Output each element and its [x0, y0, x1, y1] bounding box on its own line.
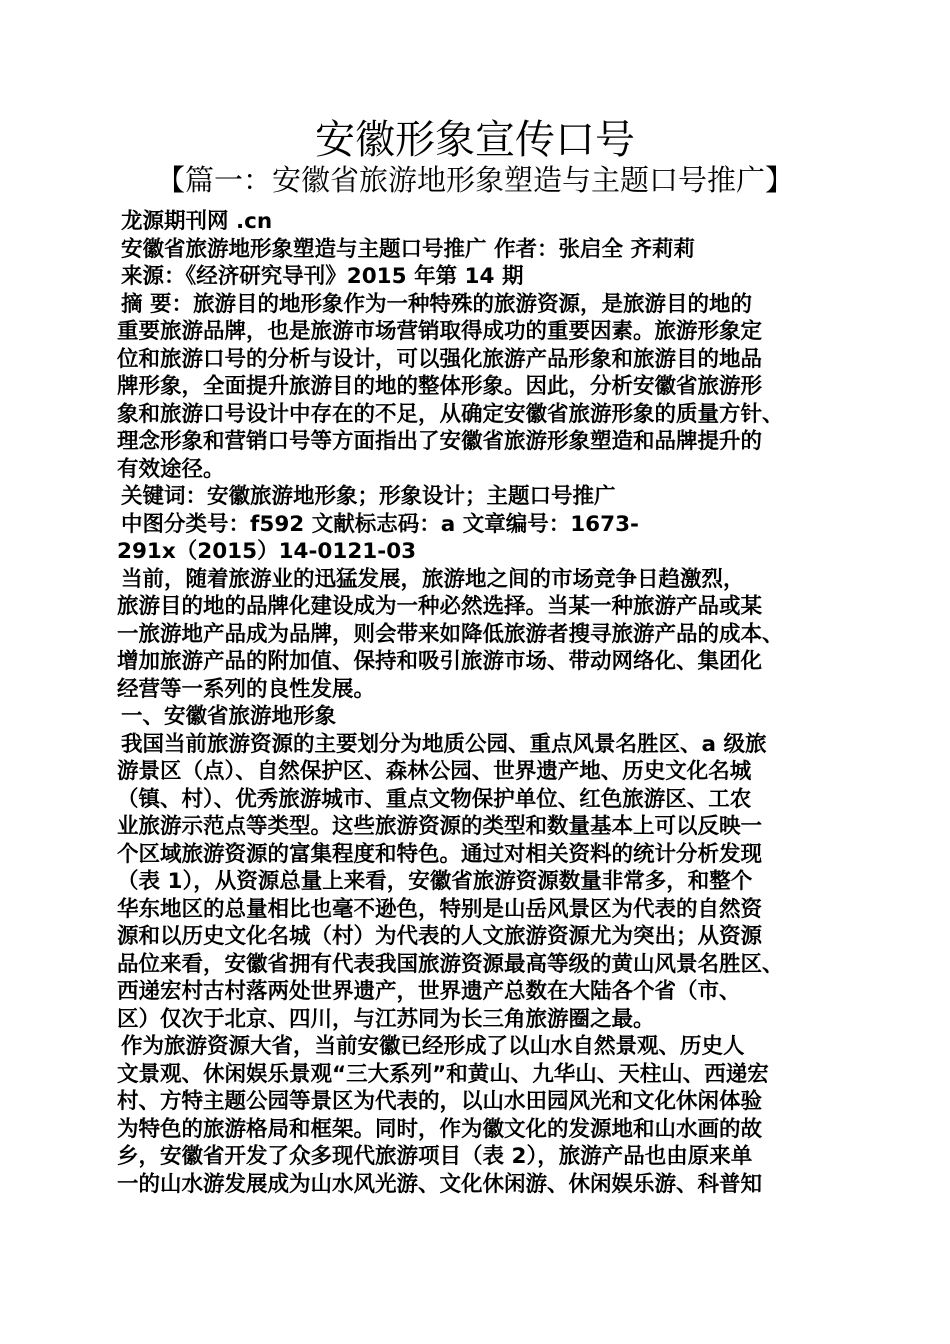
- text-line: 作为旅游资源大省，当前安徽已经形成了以山水自然景观、历史人: [121, 1034, 745, 1059]
- text-line: 个区域旅游资源的富集程度和特色。通过对相关资料的统计分析发现: [117, 841, 763, 867]
- text-line: 源和以历史文化名城（村）为代表的人文旅游资源尤为突出；从资源: [117, 924, 763, 949]
- text-line: 中图分类号：f592 文献标志码：a 文章编号：1673-: [121, 511, 639, 537]
- text-line: 为特色的旅游格局和框架。同时，作为徽文化的发源地和山水画的故: [117, 1116, 763, 1142]
- text-line: 游景区（点）、自然保护区、森林公园、世界遗产地、历史文化名城: [117, 759, 752, 784]
- text-line: 区）仅次于北京、四川，与江苏同为长三角旅游圈之最。: [117, 1006, 655, 1032]
- text-line: （表 1），从资源总量上来看，安徽省旅游资源数量非常多，和整个: [117, 869, 753, 894]
- text-line: 一的山水游发展成为山水风光游、文化休闲游、休闲娱乐游、科普知: [117, 1171, 763, 1197]
- text-line: 龙源期刊网 .cn: [121, 209, 273, 234]
- text-line: 西递宏村古村落两处世界遗产，世界遗产总数在大陆各个省（市、: [117, 979, 741, 1004]
- text-line: 旅游目的地的品牌化建设成为一种必然选择。当某一种旅游产品或某: [117, 594, 763, 619]
- text-line: 重要旅游品牌，也是旅游市场营销取得成功的重要因素。旅游形象定: [117, 319, 763, 344]
- text-line: 一、安徽省旅游地形象: [121, 704, 337, 729]
- text-line: （镇、村）、优秀旅游城市、重点文物保护单位、红色旅游区、工农: [117, 786, 752, 812]
- text-line: 理念形象和营销口号等方面指出了安徽省旅游形象塑造和品牌提升的: [117, 429, 763, 454]
- text-line: 来源：《经济研究导刊》2015 年第 14 期: [121, 264, 524, 289]
- document-title: 安徽形象宣传口号: [315, 117, 635, 163]
- text-line: 安徽省旅游地形象塑造与主题口号推广 作者：张启全 齐莉莉: [121, 236, 695, 262]
- text-line: 有效途径。: [117, 456, 225, 482]
- text-line: 增加旅游产品的附加值、保持和吸引旅游市场、带动网络化、集团化: [117, 649, 763, 674]
- text-line: 牌形象，全面提升旅游目的地的整体形象。因此，分析安徽省旅游形: [117, 374, 763, 399]
- text-line: 当前，随着旅游业的迅猛发展，旅游地之间的市场竞争日趋激烈，: [121, 566, 745, 592]
- text-line: 品位来看，安徽省拥有代表我国旅游资源最高等级的黄山风景名胜区、: [117, 951, 784, 977]
- text-line: 华东地区的总量相比也毫不逊色，特别是山岳风景区为代表的自然资: [117, 896, 763, 922]
- document-subtitle: 【篇一：安徽省旅游地形象塑造与主题口号推广】: [155, 163, 794, 197]
- text-line: 位和旅游口号的分析与设计，可以强化旅游产品形象和旅游目的地品: [117, 346, 763, 372]
- text-line: 我国当前旅游资源的主要划分为地质公园、重点风景名胜区、a 级旅: [121, 731, 767, 757]
- text-line: 文景观、休闲娱乐景观“三大系列”和黄山、九华山、天柱山、西递宏: [117, 1061, 769, 1087]
- text-line: 乡，安徽省开发了众多现代旅游项目（表 2），旅游产品也由原来单: [117, 1144, 753, 1169]
- text-line: 象和旅游口号设计中存在的不足，从确定安徽省旅游形象的质量方针、: [117, 401, 784, 427]
- text-line: 摘 要：旅游目的地形象作为一种特殊的旅游资源，是旅游目的地的: [121, 291, 752, 317]
- text-line: 291x（2015）14-0121-03: [117, 539, 417, 564]
- text-line: 业旅游示范点等类型。这些旅游资源的类型和数量基本上可以反映一: [117, 814, 763, 839]
- text-line: 关键词：安徽旅游地形象；形象设计；主题口号推广: [121, 484, 616, 509]
- text-line: 一旅游地产品成为品牌，则会带来如降低旅游者搜寻旅游产品的成本、: [117, 621, 784, 647]
- text-line: 经营等一系列的良性发展。: [117, 676, 376, 702]
- text-line: 村、方特主题公园等景区为代表的，以山水田园风光和文化休闲体验: [117, 1089, 763, 1114]
- document-body: [117, 208, 847, 1198]
